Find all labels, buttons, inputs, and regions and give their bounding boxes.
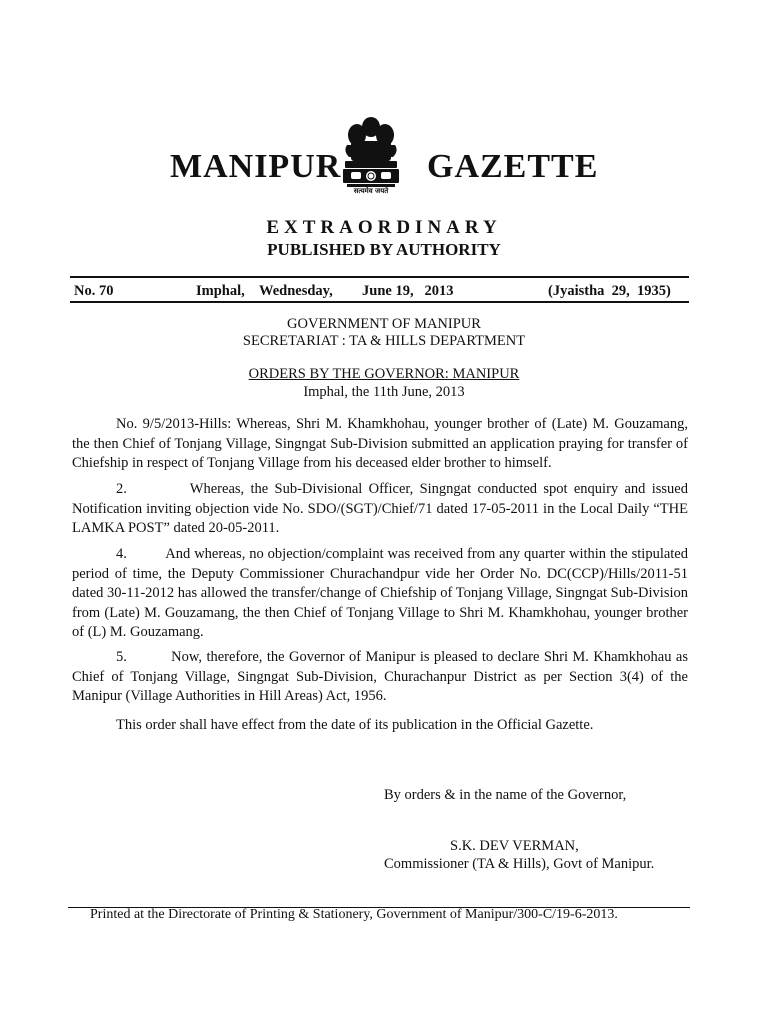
emblem-motto: सत्यमेव जयते — [353, 187, 389, 195]
order-heading — [0, 366, 768, 383]
issuer-department: SECRETARIAT : TA & HILLS DEPARTMENT — [242, 333, 526, 349]
issuer-government: GOVERNMENT OF MANIPUR — [287, 316, 481, 332]
dateline-top-rule — [70, 276, 689, 278]
by-orders-line: By orders & in the name of the Governor, — [384, 787, 627, 803]
state-emblem-icon — [333, 105, 409, 225]
order-place-date: Imphal, the 11th June, 2013 — [303, 384, 465, 400]
signatory-name: S.K. DEV VERMAN, — [450, 838, 579, 854]
dateline-date: June 19, 2013 — [362, 283, 454, 299]
paragraph-2: 2. Whereas, the Sub-Divisional Officer, Singngat conducted spot enquiry and issued Notification inviting objection vide No. SDO/(SGT)/Chief/71 dated 17-05-2011 in the Local Daily “THE LAMKA POST” dated 20-05-2011. — [72, 481, 692, 536]
extraordinary-label: EXTRAORDINARY — [266, 217, 502, 238]
paragraph-effect: This order shall have effect from the date of its publication in the Official Gazette. — [116, 717, 594, 733]
gazette-number: No. 70 — [74, 283, 114, 299]
paragraph-1: No. 9/5/2013-Hills: Whereas, Shri M. Khamkhohau, younger brother of (Late) M. Gouzamang, the then Chief of Tonjang Village, Singngat Sub-Division submitted an application praying for transfer of Chiefship in respect of Tonjang Village from his deceased elder brother to himself. — [72, 416, 688, 471]
dateline-bottom-rule — [70, 301, 689, 303]
dateline-place-day: Imphal, Wednesday, — [196, 283, 333, 299]
gazette-title-left: MANIPUR — [170, 148, 342, 185]
signatory-designation: Commissioner (TA & Hills), Govt of Manipur. — [384, 856, 655, 872]
order-heading-title: ORDERS BY THE GOVERNOR: MANIPUR — [248, 366, 520, 382]
published-by-authority: PUBLISHED BY AUTHORITY — [267, 240, 501, 259]
dateline-saka-date: (Jyaistha 29, 1935) — [548, 283, 671, 299]
paragraph-5: 5. Now, therefore, the Governor of Manipur is pleased to declare Shri M. Khamkhohau as Chief of Tonjang Village, Singngat Sub-Division, Churachanpur District as per Section 3(4) of the Manipur (Village Authorities in Hill Areas) Act, 1956. — [72, 649, 692, 704]
gazette-title-right: GAZETTE — [427, 148, 599, 185]
paragraph-4: 4. And whereas, no objection/complaint was received from any quarter within the stipulated period of time, the Deputy Commissioner Churachandpur vide her Order No. DC(CCP)/Hills/2011-51 dated 30-11-2012 has allowed the transfer/change of Chiefship of Tonjang Village, Singngat Sub-Division from (Late) M. Gouzamang, the then Chief of Tonjang Village to Shri M. Khamkhohau, younger brother of (L) M. Gouzamang. — [72, 546, 692, 640]
printer-line: Printed at the Directorate of Printing & Stationery, Government of Manipur/300-C/19-6-2013. — [90, 907, 618, 922]
